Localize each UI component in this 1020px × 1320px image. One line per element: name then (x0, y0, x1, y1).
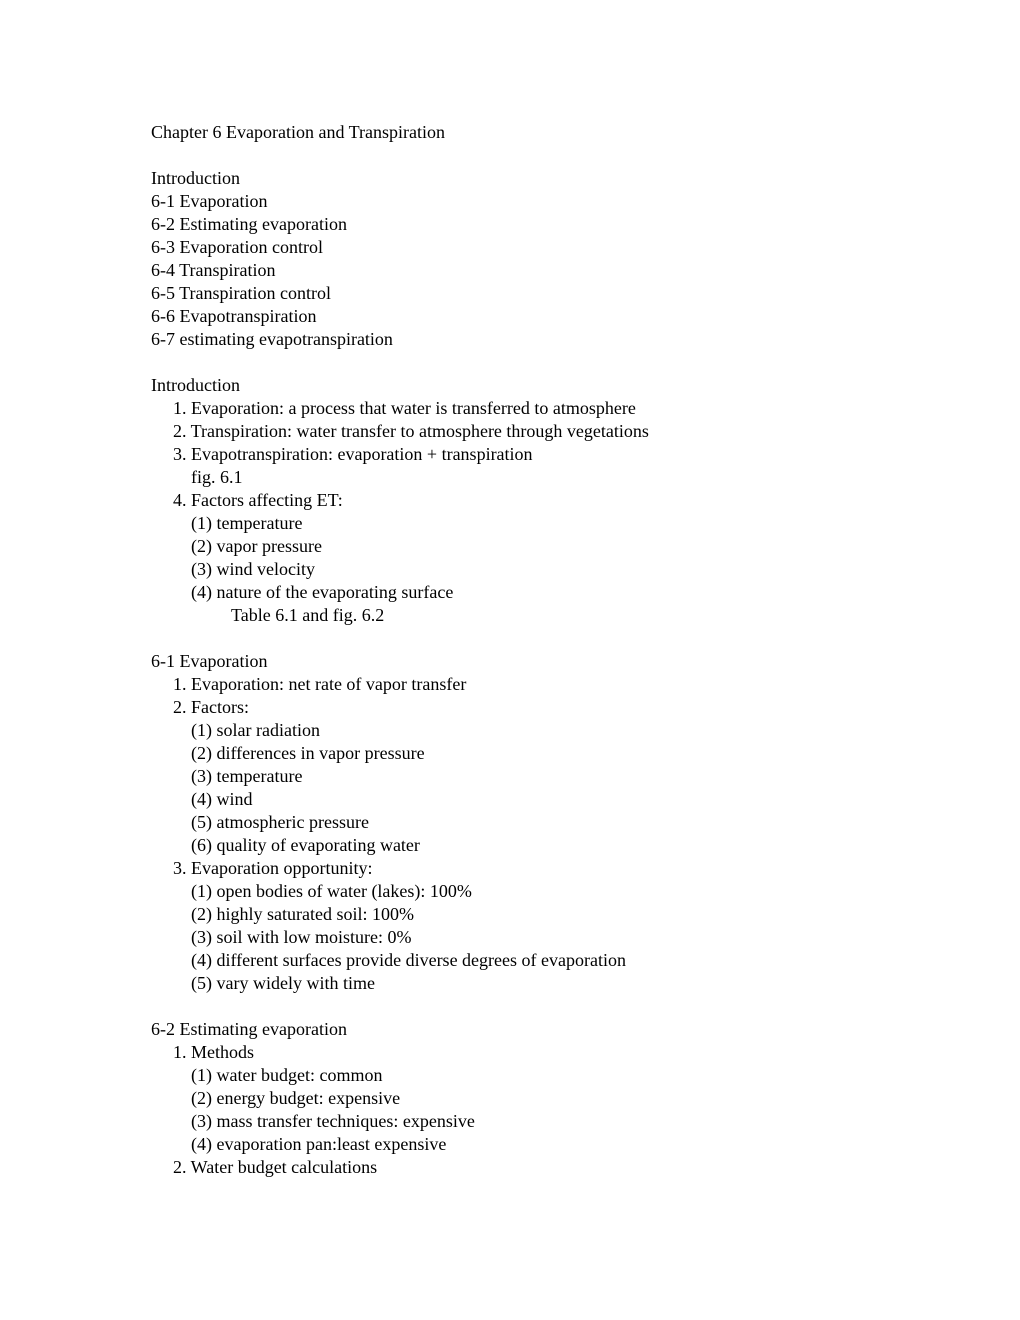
toc-item: 6-1 Evaporation (151, 191, 268, 211)
sub-list-item: (1) solar radiation (191, 720, 320, 740)
sub-list-item: (1) temperature (191, 513, 303, 533)
chapter-title: Chapter 6 Evaporation and Transpiration (151, 122, 445, 142)
sub-list-item: (4) different surfaces provide diverse degrees of evaporation (191, 950, 626, 970)
list-item: 2. Water budget calculations (173, 1157, 378, 1177)
estimating-heading: 6-2 Estimating evaporation (151, 1019, 347, 1039)
sub-list-item: (3) wind velocity (191, 559, 315, 579)
list-item: 1. Evaporation: net rate of vapor transfer (173, 674, 467, 694)
introduction-heading: Introduction (151, 375, 240, 395)
list-item: 2. Transpiration: water transfer to atmosphere through vegetations (173, 421, 649, 441)
sub-list-item: (1) water budget: common (191, 1065, 383, 1085)
sub-list-item: (2) energy budget: expensive (191, 1088, 401, 1108)
toc-item: 6-2 Estimating evaporation (151, 214, 347, 234)
toc-item: 6-7 estimating evapotranspiration (151, 329, 393, 349)
sub-list-item: (4) nature of the evaporating surface (191, 582, 454, 602)
list-item: 3. Evapotranspiration: evaporation + transpiration (173, 444, 533, 464)
sub-list-item: (3) soil with low moisture: 0% (191, 927, 412, 947)
sub-list-item: (6) quality of evaporating water (191, 835, 420, 855)
toc-item: 6-6 Evapotranspiration (151, 306, 317, 326)
sub-list-item: (4) wind (191, 789, 253, 809)
list-item: 1. Methods (173, 1042, 254, 1062)
evaporation-heading: 6-1 Evaporation (151, 651, 268, 671)
figure-reference: fig. 6.1 (191, 467, 243, 487)
sub-list-item: (2) highly saturated soil: 100% (191, 904, 414, 924)
sub-list-item: (3) mass transfer techniques: expensive (191, 1111, 475, 1131)
toc-item: 6-3 Evaporation control (151, 237, 323, 257)
list-item: 3. Evaporation opportunity: (173, 858, 373, 878)
sub-list-item: (2) differences in vapor pressure (191, 743, 425, 763)
list-item: 4. Factors affecting ET: (173, 490, 343, 510)
toc-item: 6-4 Transpiration (151, 260, 276, 280)
toc-item: 6-5 Transpiration control (151, 283, 331, 303)
sub-list-item: (1) open bodies of water (lakes): 100% (191, 881, 472, 901)
toc-heading: Introduction (151, 168, 240, 188)
sub-list-item: (2) vapor pressure (191, 536, 322, 556)
list-item: 2. Factors: (173, 697, 249, 717)
table-figure-reference: Table 6.1 and fig. 6.2 (231, 605, 385, 625)
sub-list-item: (4) evaporation pan:least expensive (191, 1134, 447, 1154)
sub-list-item: (5) atmospheric pressure (191, 812, 369, 832)
list-item: 1. Evaporation: a process that water is transferred to atmosphere (173, 398, 636, 418)
sub-list-item: (3) temperature (191, 766, 303, 786)
sub-list-item: (5) vary widely with time (191, 973, 375, 993)
